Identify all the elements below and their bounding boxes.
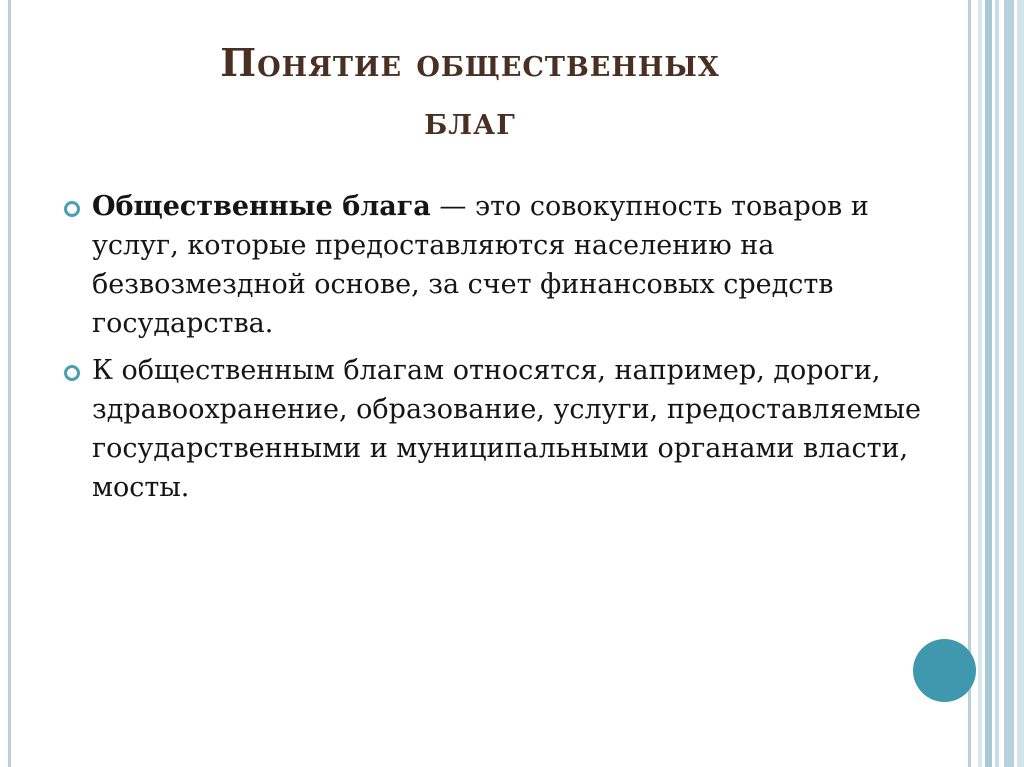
slide-title <box>60 34 880 150</box>
bullet-item-examples <box>62 351 922 507</box>
teal-circle-icon <box>913 639 976 702</box>
stripe <box>1004 0 1014 767</box>
stripe <box>1017 0 1024 767</box>
stripe <box>985 0 992 767</box>
slide-content <box>62 187 922 515</box>
slide-title-line-2: благ <box>424 98 516 143</box>
right-decorative-stripes <box>978 0 1024 767</box>
definition-text: — это совокупность товаров и услуг, которые предоставляются населению на безвозмездной основе, за счет финансовых средств государства. <box>92 191 869 339</box>
bullet-item-definition <box>62 187 922 343</box>
slide-title-line-1: Понятие общественных <box>220 40 720 85</box>
ring-bullet-icon <box>64 365 80 381</box>
ring-bullet-icon <box>64 201 80 217</box>
definition-term: Общественные блага <box>92 191 431 222</box>
examples-text: К общественным благам относятся, например, дороги, здравоохранение, образование, услуги, предоставляемые государственными и муниципальными органами власти, мосты. <box>92 355 921 503</box>
